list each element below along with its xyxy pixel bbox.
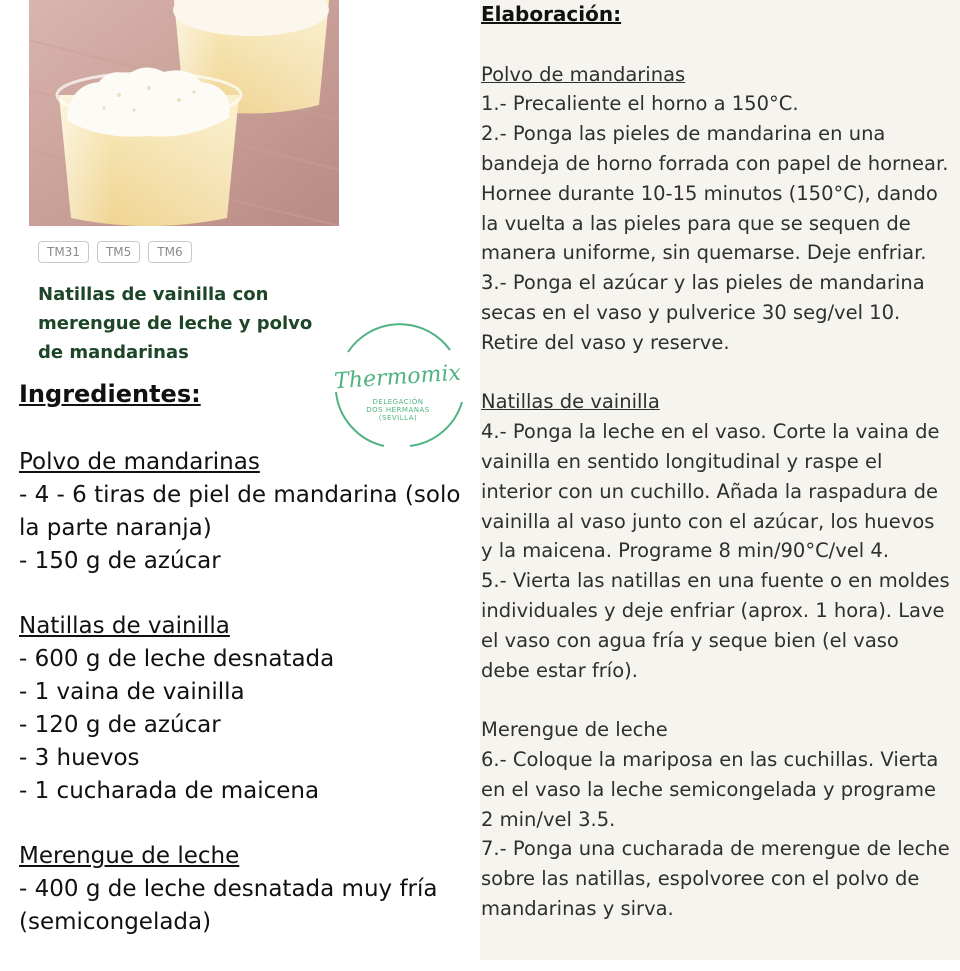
ingredient-item: - 3 huevos bbox=[19, 745, 140, 771]
ingredients-section-polvo bbox=[19, 446, 469, 578]
elaboration-section-title: Merengue de leche bbox=[481, 718, 668, 742]
step-3: 3.- Ponga el azúcar y las pieles de mandarina secas en el vaso y pulverice 30 seg/vel 10. Retire del vaso y reserve. bbox=[481, 271, 925, 354]
recipe-title: Natillas de vainilla con merengue de leche y polvo de mandarinas bbox=[38, 284, 313, 363]
ingredient-item: - 120 g de azúcar bbox=[19, 712, 221, 738]
step-6: 6.- Coloque la mariposa en las cuchillas. Vierta en el vaso la leche semicongelada y programe 2 min/vel 3.5. bbox=[481, 747, 939, 831]
ingredients-list bbox=[19, 376, 469, 971]
ingredient-item: - 400 g de leche desnatada muy fría (semicongelada) bbox=[19, 876, 438, 935]
section-title: Natillas de vainilla bbox=[19, 613, 230, 639]
elaboration-panel bbox=[480, 0, 960, 960]
ingredient-item: - 1 cucharada de maicena bbox=[19, 778, 320, 804]
elaboration-section-title: Polvo de mandarinas bbox=[481, 62, 686, 86]
logo-line-3: (SEVILLA) bbox=[378, 414, 418, 422]
tag-tm5: TM5 bbox=[97, 241, 140, 263]
elaboration-heading: Elaboración: bbox=[481, 2, 622, 26]
step-2: 2.- Ponga las pieles de mandarina en una bandeja de horno forrada con papel de hornear. Hornee durante 10-15 minutos (150°C), dando la vuelta a las pieles para que se sequen de manera uniforme, sin quemarse. Deje enfriar. bbox=[481, 122, 949, 265]
ingredients-section-natillas bbox=[19, 610, 469, 808]
step-5: 5.- Vierta las natillas en una fuente o en moldes individuales y deje enfriar (aprox. 1 hora). Lave el vaso con agua fría y seque bien (el vaso debe estar frío). bbox=[481, 569, 950, 682]
ingredient-item: - 600 g de leche desnatada bbox=[19, 646, 335, 672]
logo-brand: Thermomix bbox=[333, 360, 462, 395]
tag-tm31: TM31 bbox=[38, 241, 89, 263]
thermomix-model-tags bbox=[38, 241, 192, 263]
tag-tm6: TM6 bbox=[148, 241, 191, 263]
ingredient-item: - 1 vaina de vainilla bbox=[19, 679, 245, 705]
ingredients-heading: Ingredientes: bbox=[19, 380, 201, 408]
elaboration-text bbox=[481, 0, 951, 940]
step-1: 1.- Precaliente el horno a 150°C. bbox=[481, 92, 799, 116]
recipe-photo bbox=[29, 0, 339, 226]
ingredient-item: - 150 g de azúcar bbox=[19, 548, 221, 574]
section-title: Merengue de leche bbox=[19, 843, 240, 869]
elaboration-section-title: Natillas de vainilla bbox=[481, 390, 660, 414]
ingredients-panel bbox=[0, 0, 480, 960]
logo-line-2: DOS HERMANAS bbox=[366, 406, 430, 414]
ingredients-section-merengue bbox=[19, 840, 469, 939]
logo-line-1: DELEGACIÓN bbox=[372, 398, 424, 406]
step-4: 4.- Ponga la leche en el vaso. Corte la vaina de vainilla en sentido longitudinal y raspe el interior con un cuchillo. Añada la raspadura de vainilla al vaso junto con el azúcar, los huevos y la maicena. Programe 8 min/90°C/vel 4. bbox=[481, 420, 940, 563]
ingredient-item: - 4 - 6 tiras de piel de mandarina (solo la parte naranja) bbox=[19, 482, 461, 541]
section-title: Polvo de mandarinas bbox=[19, 449, 260, 475]
step-7: 7.- Ponga una cucharada de merengue de leche sobre las natillas, espolvoree con el polvo de mandarinas y sirva. bbox=[481, 837, 950, 920]
